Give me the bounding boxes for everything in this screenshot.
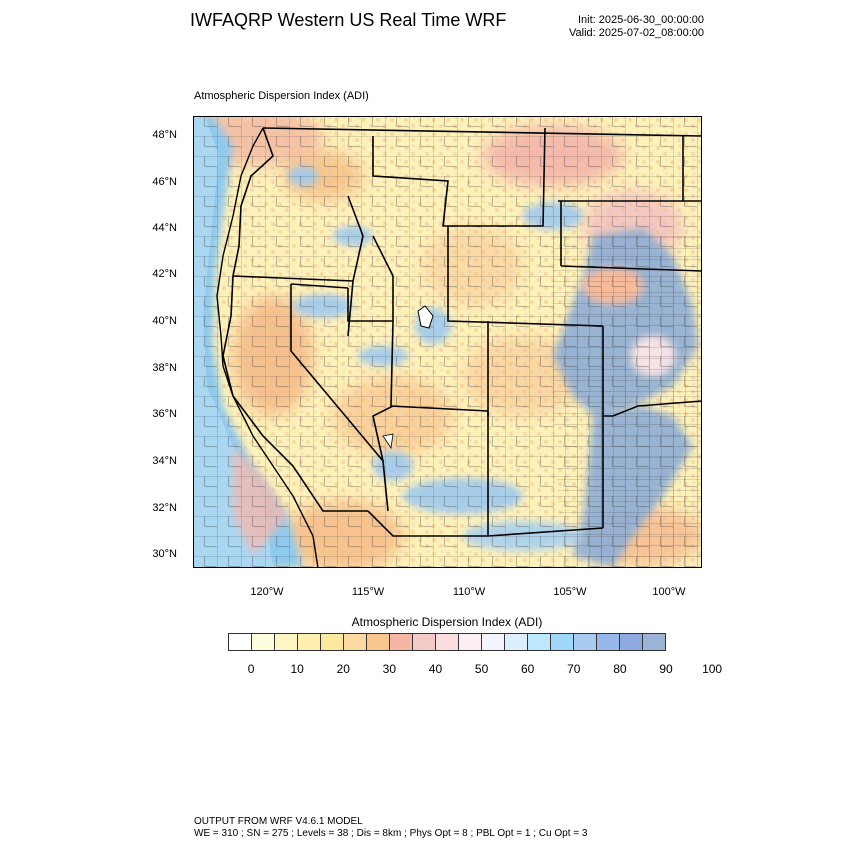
colorbar-swatch (528, 634, 551, 650)
colorbar-tick-label: 50 (474, 662, 489, 676)
colorbar-swatch (551, 634, 574, 650)
colorbar-tick-label: 80 (613, 662, 627, 676)
colorbar-swatch (620, 634, 643, 650)
lat-label-34n: 34°N (152, 455, 177, 467)
colorbar-tick-label: 10 (290, 662, 304, 676)
lat-label-42n: 42°N (152, 268, 177, 280)
valid-time: Valid: 2025-07-02_08:00:00 (569, 27, 704, 39)
colorbar-tick-label: 20 (336, 662, 350, 676)
lon-label-105w: 105°W (553, 586, 587, 598)
model-info (194, 816, 587, 840)
model-config: WE = 310 ; SN = 275 ; Levels = 38 ; Dis = 8km ; Phys Opt = 8 ; PBL Opt = 1 ; Cu Opt = 3 (194, 828, 588, 839)
variable-label: Atmospheric Dispersion Index (ADI) (194, 90, 369, 102)
colorbar-swatch (229, 634, 252, 650)
lat-label-40n: 40°N (152, 315, 177, 327)
init-time: Init: 2025-06-30_00:00:00 (578, 14, 704, 26)
model-version: OUTPUT FROM WRF V4.6.1 MODEL (194, 816, 363, 827)
colorbar-swatch (459, 634, 482, 650)
lon-label-120w: 120°W (250, 586, 284, 598)
colorbar-tick-label: 0 (247, 662, 255, 676)
colorbar-swatch (505, 634, 528, 650)
colorbar-tick-label: 90 (659, 662, 673, 676)
colorbar-swatch (321, 634, 344, 650)
colorbar-swatch (344, 634, 367, 650)
colorbar-swatch (298, 634, 321, 650)
colorbar-tick-label: 40 (428, 662, 443, 676)
colorbar-swatch (482, 634, 505, 650)
lat-label-44n: 44°N (152, 222, 177, 234)
init-valid-times (569, 14, 704, 40)
colorbar-swatch (390, 634, 413, 650)
colorbar-tick-label: 70 (567, 662, 581, 676)
plot-title: IWFAQRP Western US Real Time WRF (190, 10, 507, 30)
lat-label-36n: 36°N (152, 408, 177, 420)
colorbar-title: Atmospheric Dispersion Index (ADI) (351, 615, 543, 629)
lat-label-46n: 46°N (152, 176, 177, 188)
colorbar-tick-label: 30 (382, 662, 397, 676)
lat-label-48n: 48°N (152, 129, 177, 141)
lat-label-30n: 30°N (152, 548, 177, 560)
map-svg (193, 116, 702, 568)
colorbar-tick-label: 100 (702, 662, 723, 676)
colorbar-swatch (252, 634, 275, 650)
colorbar-swatch (367, 634, 390, 650)
lon-label-110w: 110°W (452, 586, 486, 598)
lon-label-115w: 115°W (351, 586, 385, 598)
lat-label-32n: 32°N (152, 502, 177, 514)
colorbar-swatch (597, 634, 620, 650)
colorbar-swatch (643, 634, 665, 650)
adi-map (193, 116, 702, 568)
colorbar-swatch (574, 634, 597, 650)
colorbar-swatch (436, 634, 459, 650)
colorbar-tick-label: 60 (520, 662, 535, 676)
colorbar-swatch (275, 634, 298, 650)
lon-label-100w: 100°W (652, 586, 686, 598)
colorbar-swatch (413, 634, 436, 650)
colorbar (228, 633, 666, 651)
lat-label-38n: 38°N (152, 362, 177, 374)
